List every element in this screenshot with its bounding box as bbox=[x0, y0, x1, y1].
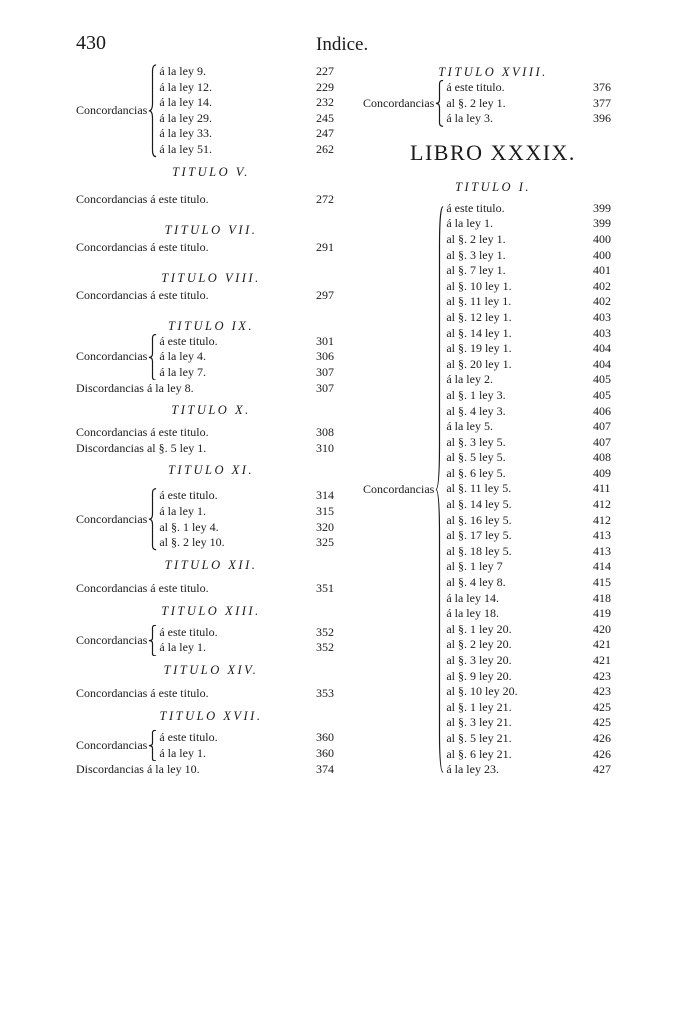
entry-text: Concordancias á este titulo. bbox=[76, 287, 209, 302]
index-entry bbox=[76, 286, 346, 304]
index-entry bbox=[159, 640, 346, 656]
entry-page: 407 bbox=[593, 419, 611, 434]
index-entry bbox=[159, 126, 346, 142]
entry-text: al §. 3 ley 1. bbox=[446, 247, 506, 262]
entry-text: al §. 11 ley 1. bbox=[446, 294, 512, 309]
group-items bbox=[159, 625, 346, 656]
index-entry bbox=[446, 450, 623, 466]
entry-text: á la ley 18. bbox=[446, 606, 499, 621]
entry-page: 245 bbox=[316, 110, 334, 125]
entry-page: 232 bbox=[316, 95, 334, 110]
brace-icon bbox=[148, 334, 157, 381]
entry-text: á este titulo. bbox=[446, 200, 505, 215]
entry-text: á la ley 1. bbox=[446, 216, 493, 231]
entry-page: 301 bbox=[316, 333, 334, 348]
entry-page: 427 bbox=[593, 762, 611, 777]
concordancias-group bbox=[76, 625, 346, 656]
index-entry bbox=[446, 559, 623, 575]
entry-text: á la ley 29. bbox=[159, 110, 212, 125]
index-entry bbox=[446, 263, 623, 279]
index-entry bbox=[159, 349, 346, 365]
entry-text: al §. 1 ley 21. bbox=[446, 699, 512, 714]
section-title: TITULO X. bbox=[171, 403, 251, 418]
entry-text: al §. 6 ley 5. bbox=[446, 465, 506, 480]
entry-page: 307 bbox=[316, 364, 334, 379]
entry-text: al §. 10 ley 20. bbox=[446, 684, 518, 699]
left-column bbox=[76, 64, 346, 777]
group-items bbox=[159, 64, 346, 158]
index-entry bbox=[446, 357, 623, 373]
entry-text: al §. 14 ley 5. bbox=[446, 497, 512, 512]
brace-icon bbox=[148, 488, 157, 550]
entry-page: 377 bbox=[593, 95, 611, 110]
index-entry bbox=[76, 238, 346, 256]
entry-text: á la ley 7. bbox=[159, 364, 206, 379]
entry-page: 421 bbox=[593, 653, 611, 667]
entry-text: á la ley 5. bbox=[446, 419, 493, 434]
index-entry bbox=[76, 761, 346, 777]
entry-page: 421 bbox=[593, 637, 611, 652]
index-entry bbox=[446, 216, 623, 232]
entry-page: 408 bbox=[593, 450, 611, 465]
page-number: 430 bbox=[76, 32, 106, 54]
entry-text: Concordancias á este titulo. bbox=[76, 239, 209, 254]
entry-page: 401 bbox=[593, 263, 611, 278]
group-label: Concordancias bbox=[363, 95, 435, 110]
index-entry bbox=[159, 80, 346, 96]
entry-text: á la ley 23. bbox=[446, 762, 499, 777]
index-entry bbox=[446, 404, 623, 420]
index-entry bbox=[159, 64, 346, 80]
section-title: TITULO XIII. bbox=[161, 603, 261, 618]
entry-page: 272 bbox=[316, 191, 334, 206]
entry-text: al §. 11 ley 5. bbox=[446, 481, 512, 496]
index-entry bbox=[446, 435, 623, 451]
group-items bbox=[159, 334, 346, 381]
entry-text: Concordancias á este titulo. bbox=[76, 191, 209, 206]
book-heading: LIBRO XXXIX. bbox=[410, 139, 576, 165]
index-entry bbox=[446, 653, 623, 669]
entry-page: 403 bbox=[593, 325, 611, 340]
index-entry bbox=[446, 747, 623, 763]
index-entry bbox=[446, 294, 623, 310]
entry-page: 227 bbox=[316, 64, 334, 78]
group-label: Concordancias bbox=[76, 349, 148, 364]
section-title: TITULO XVII. bbox=[159, 708, 263, 723]
entry-text: á la ley 3. bbox=[446, 111, 493, 126]
entry-page: 351 bbox=[316, 580, 334, 595]
concordancias-group bbox=[76, 334, 346, 381]
entry-page: 407 bbox=[593, 434, 611, 449]
entry-page: 308 bbox=[316, 425, 334, 440]
entry-page: 291 bbox=[316, 239, 334, 254]
entry-page: 400 bbox=[593, 247, 611, 262]
entry-page: 399 bbox=[593, 216, 611, 231]
entry-text: al §. 1 ley 4. bbox=[159, 519, 219, 534]
entry-text: al §. 7 ley 1. bbox=[446, 263, 506, 278]
index-entry bbox=[446, 684, 623, 700]
index-entry bbox=[446, 591, 623, 607]
section-title: TITULO VII. bbox=[164, 222, 258, 237]
entry-page: 404 bbox=[593, 356, 611, 371]
entry-text: Discordancias á la ley 10. bbox=[76, 762, 200, 777]
index-entry bbox=[159, 95, 346, 111]
brace bbox=[148, 488, 157, 550]
entry-text: al §. 10 ley 1. bbox=[446, 278, 512, 293]
entry-page: 425 bbox=[593, 699, 611, 714]
index-entry bbox=[446, 762, 623, 778]
entry-text: á este titulo. bbox=[159, 488, 218, 503]
index-entry bbox=[446, 201, 623, 217]
entry-page: 325 bbox=[316, 535, 334, 550]
concordancias-group bbox=[76, 488, 346, 550]
section-title: TITULO XI. bbox=[167, 463, 255, 478]
entry-page: 314 bbox=[316, 488, 334, 503]
entry-page: 297 bbox=[316, 287, 334, 302]
entry-text: al §. 20 ley 1. bbox=[446, 356, 512, 371]
brace bbox=[148, 64, 157, 158]
index-entry bbox=[159, 488, 346, 504]
brace bbox=[148, 625, 157, 656]
index-entry bbox=[446, 326, 623, 342]
index-entry bbox=[446, 481, 623, 497]
entry-text: al §. 1 ley 20. bbox=[446, 621, 512, 636]
concordancias-group bbox=[363, 201, 623, 778]
entry-page: 353 bbox=[316, 685, 334, 700]
entry-text: á la ley 12. bbox=[159, 79, 212, 94]
index-entry bbox=[446, 606, 623, 622]
index-entry bbox=[159, 365, 346, 381]
entry-text: á la ley 1. bbox=[159, 745, 206, 760]
entry-text: al §. 1 ley 3. bbox=[446, 387, 506, 402]
entry-text: al §. 4 ley 3. bbox=[446, 403, 506, 418]
brace-icon bbox=[148, 64, 157, 158]
entry-text: al §. 14 ley 1. bbox=[446, 325, 512, 340]
brace-icon bbox=[435, 201, 444, 778]
entry-text: á este titulo. bbox=[446, 80, 505, 94]
entry-page: 376 bbox=[593, 80, 611, 94]
entry-text: al §. 2 ley 20. bbox=[446, 637, 512, 652]
group-items bbox=[446, 201, 623, 778]
section-title: TITULO XII. bbox=[164, 557, 258, 572]
index-entry bbox=[446, 279, 623, 295]
group-label: Concordancias bbox=[76, 632, 148, 647]
group-items bbox=[159, 730, 346, 761]
entry-text: á la ley 2. bbox=[446, 372, 493, 387]
index-entry bbox=[446, 637, 623, 653]
section-title: TITULO XVIII. bbox=[438, 65, 548, 79]
section-title: TITULO XIV. bbox=[163, 662, 259, 677]
index-entry bbox=[159, 520, 346, 536]
brace bbox=[435, 80, 444, 127]
entry-page: 360 bbox=[316, 729, 334, 744]
entry-text: al §. 3 ley 20. bbox=[446, 653, 512, 667]
entry-text: á la ley 14. bbox=[446, 590, 499, 605]
index-entry bbox=[446, 700, 623, 716]
entry-page: 396 bbox=[593, 111, 611, 126]
entry-page: 412 bbox=[593, 512, 611, 527]
section-title: TITULO VIII. bbox=[161, 270, 261, 285]
entry-page: 419 bbox=[593, 606, 611, 621]
index-entry bbox=[446, 575, 623, 591]
entry-text: á la ley 4. bbox=[159, 349, 206, 364]
group-items bbox=[446, 80, 623, 127]
entry-text: al §. 2 ley 10. bbox=[159, 535, 225, 550]
entry-text: al §. 19 ley 1. bbox=[446, 341, 512, 356]
brace bbox=[148, 730, 157, 761]
entry-text: al §. 9 ley 20. bbox=[446, 668, 512, 683]
index-entry bbox=[159, 730, 346, 746]
entry-text: á la ley 33. bbox=[159, 126, 212, 141]
entry-text: al §. 3 ley 21. bbox=[446, 715, 512, 730]
entry-text: á este titulo. bbox=[159, 729, 218, 744]
entry-page: 413 bbox=[593, 543, 611, 558]
right-column bbox=[363, 64, 623, 778]
entry-text: á la ley 51. bbox=[159, 141, 212, 156]
concordancias-group bbox=[76, 730, 346, 761]
entry-page: 414 bbox=[593, 559, 611, 574]
entry-page: 425 bbox=[593, 715, 611, 730]
entry-page: 426 bbox=[593, 746, 611, 761]
brace-icon bbox=[148, 730, 157, 761]
index-entry bbox=[446, 80, 623, 96]
index-entry bbox=[446, 731, 623, 747]
entry-text: á la ley 1. bbox=[159, 640, 206, 655]
entry-text: á la ley 9. bbox=[159, 64, 206, 78]
entry-page: 412 bbox=[593, 497, 611, 512]
index-entry bbox=[76, 579, 346, 597]
entry-text: al §. 3 ley 5. bbox=[446, 434, 506, 449]
entry-text: á la ley 1. bbox=[159, 503, 206, 518]
entry-page: 423 bbox=[593, 668, 611, 683]
entry-page: 262 bbox=[316, 141, 334, 156]
index-entry bbox=[446, 248, 623, 264]
brace bbox=[435, 201, 444, 778]
index-entry bbox=[76, 380, 346, 396]
index-entry bbox=[446, 111, 623, 127]
index-entry bbox=[159, 142, 346, 158]
entry-page: 423 bbox=[593, 684, 611, 699]
index-entry bbox=[446, 232, 623, 248]
entry-page: 411 bbox=[593, 481, 611, 496]
entry-text: Discordancias al §. 5 ley 1. bbox=[76, 441, 207, 456]
entry-text: al §. 17 ley 5. bbox=[446, 528, 512, 543]
running-head: Indice. bbox=[316, 34, 369, 55]
entry-text: á este titulo. bbox=[159, 624, 218, 639]
entry-page: 247 bbox=[316, 126, 334, 141]
index-entry bbox=[159, 334, 346, 350]
entry-text: á este titulo. bbox=[159, 333, 218, 348]
entry-page: 310 bbox=[316, 441, 334, 456]
group-label: Concordancias bbox=[76, 738, 148, 752]
entry-text: al §. 1 ley 7 bbox=[446, 559, 503, 574]
index-entry bbox=[76, 440, 346, 456]
entry-page: 360 bbox=[316, 745, 334, 760]
entry-page: 352 bbox=[316, 624, 334, 639]
entry-page: 409 bbox=[593, 465, 611, 480]
group-label: Concordancias bbox=[363, 481, 435, 496]
entry-text: al §. 2 ley 1. bbox=[446, 95, 506, 110]
index-entry bbox=[446, 513, 623, 529]
group-label: Concordancias bbox=[76, 512, 148, 527]
entry-text: Discordancias á la ley 8. bbox=[76, 381, 194, 396]
index-entry bbox=[446, 341, 623, 357]
group-label: Concordancias bbox=[76, 103, 148, 118]
index-entry bbox=[446, 96, 623, 112]
index-entry bbox=[446, 544, 623, 560]
brace-icon bbox=[148, 625, 157, 656]
entry-page: 320 bbox=[316, 519, 334, 534]
entry-page: 352 bbox=[316, 640, 334, 655]
entry-text: al §. 5 ley 5. bbox=[446, 450, 506, 465]
entry-text: Concordancias á este titulo. bbox=[76, 685, 209, 700]
entry-page: 402 bbox=[593, 278, 611, 293]
brace-icon bbox=[435, 80, 444, 127]
index-entry bbox=[446, 419, 623, 435]
concordancias-group bbox=[76, 64, 346, 158]
index-entry bbox=[159, 535, 346, 551]
entry-page: 405 bbox=[593, 387, 611, 402]
section-title: TITULO I. bbox=[455, 179, 531, 194]
entry-text: al §. 5 ley 21. bbox=[446, 730, 512, 745]
group-items bbox=[159, 488, 346, 550]
entry-page: 400 bbox=[593, 231, 611, 246]
index-entry bbox=[76, 684, 346, 702]
index-entry bbox=[446, 622, 623, 638]
entry-text: al §. 6 ley 21. bbox=[446, 746, 512, 761]
section-title: TITULO IX. bbox=[167, 318, 255, 333]
concordancias-group bbox=[363, 80, 623, 127]
index-entry bbox=[446, 528, 623, 544]
entry-page: 405 bbox=[593, 372, 611, 387]
entry-page: 404 bbox=[593, 341, 611, 356]
index-entry bbox=[159, 504, 346, 520]
entry-page: 402 bbox=[593, 294, 611, 309]
entry-page: 418 bbox=[593, 590, 611, 605]
entry-page: 229 bbox=[316, 79, 334, 94]
entry-page: 315 bbox=[316, 503, 334, 518]
index-entry bbox=[159, 625, 346, 641]
entry-page: 403 bbox=[593, 309, 611, 324]
entry-text: al §. 16 ley 5. bbox=[446, 512, 512, 527]
index-entry bbox=[446, 669, 623, 685]
section-title: TITULO V. bbox=[172, 164, 250, 179]
index-entry bbox=[446, 497, 623, 513]
entry-text: á la ley 14. bbox=[159, 95, 212, 110]
index-entry bbox=[76, 190, 346, 208]
index-entry bbox=[446, 372, 623, 388]
entry-page: 406 bbox=[593, 403, 611, 418]
index-entry bbox=[159, 111, 346, 127]
entry-page: 413 bbox=[593, 528, 611, 543]
index-entry bbox=[446, 310, 623, 326]
index-entry bbox=[446, 466, 623, 482]
entry-page: 307 bbox=[316, 381, 334, 396]
brace bbox=[148, 334, 157, 381]
entry-page: 420 bbox=[593, 621, 611, 636]
entry-page: 306 bbox=[316, 349, 334, 364]
entry-page: 399 bbox=[593, 200, 611, 215]
entry-text: al §. 2 ley 1. bbox=[446, 231, 506, 246]
entry-page: 426 bbox=[593, 730, 611, 745]
index-entry bbox=[446, 388, 623, 404]
entry-text: al §. 4 ley 8. bbox=[446, 575, 506, 590]
entry-text: al §. 18 ley 5. bbox=[446, 543, 512, 558]
entry-text: Concordancias á este titulo. bbox=[76, 425, 209, 440]
entry-text: al §. 12 ley 1. bbox=[446, 309, 512, 324]
entry-page: 415 bbox=[593, 575, 611, 590]
index-entry bbox=[446, 715, 623, 731]
entry-text: Concordancias á este titulo. bbox=[76, 580, 209, 595]
index-entry bbox=[159, 746, 346, 762]
entry-page: 374 bbox=[316, 762, 334, 777]
index-entry bbox=[76, 424, 346, 440]
